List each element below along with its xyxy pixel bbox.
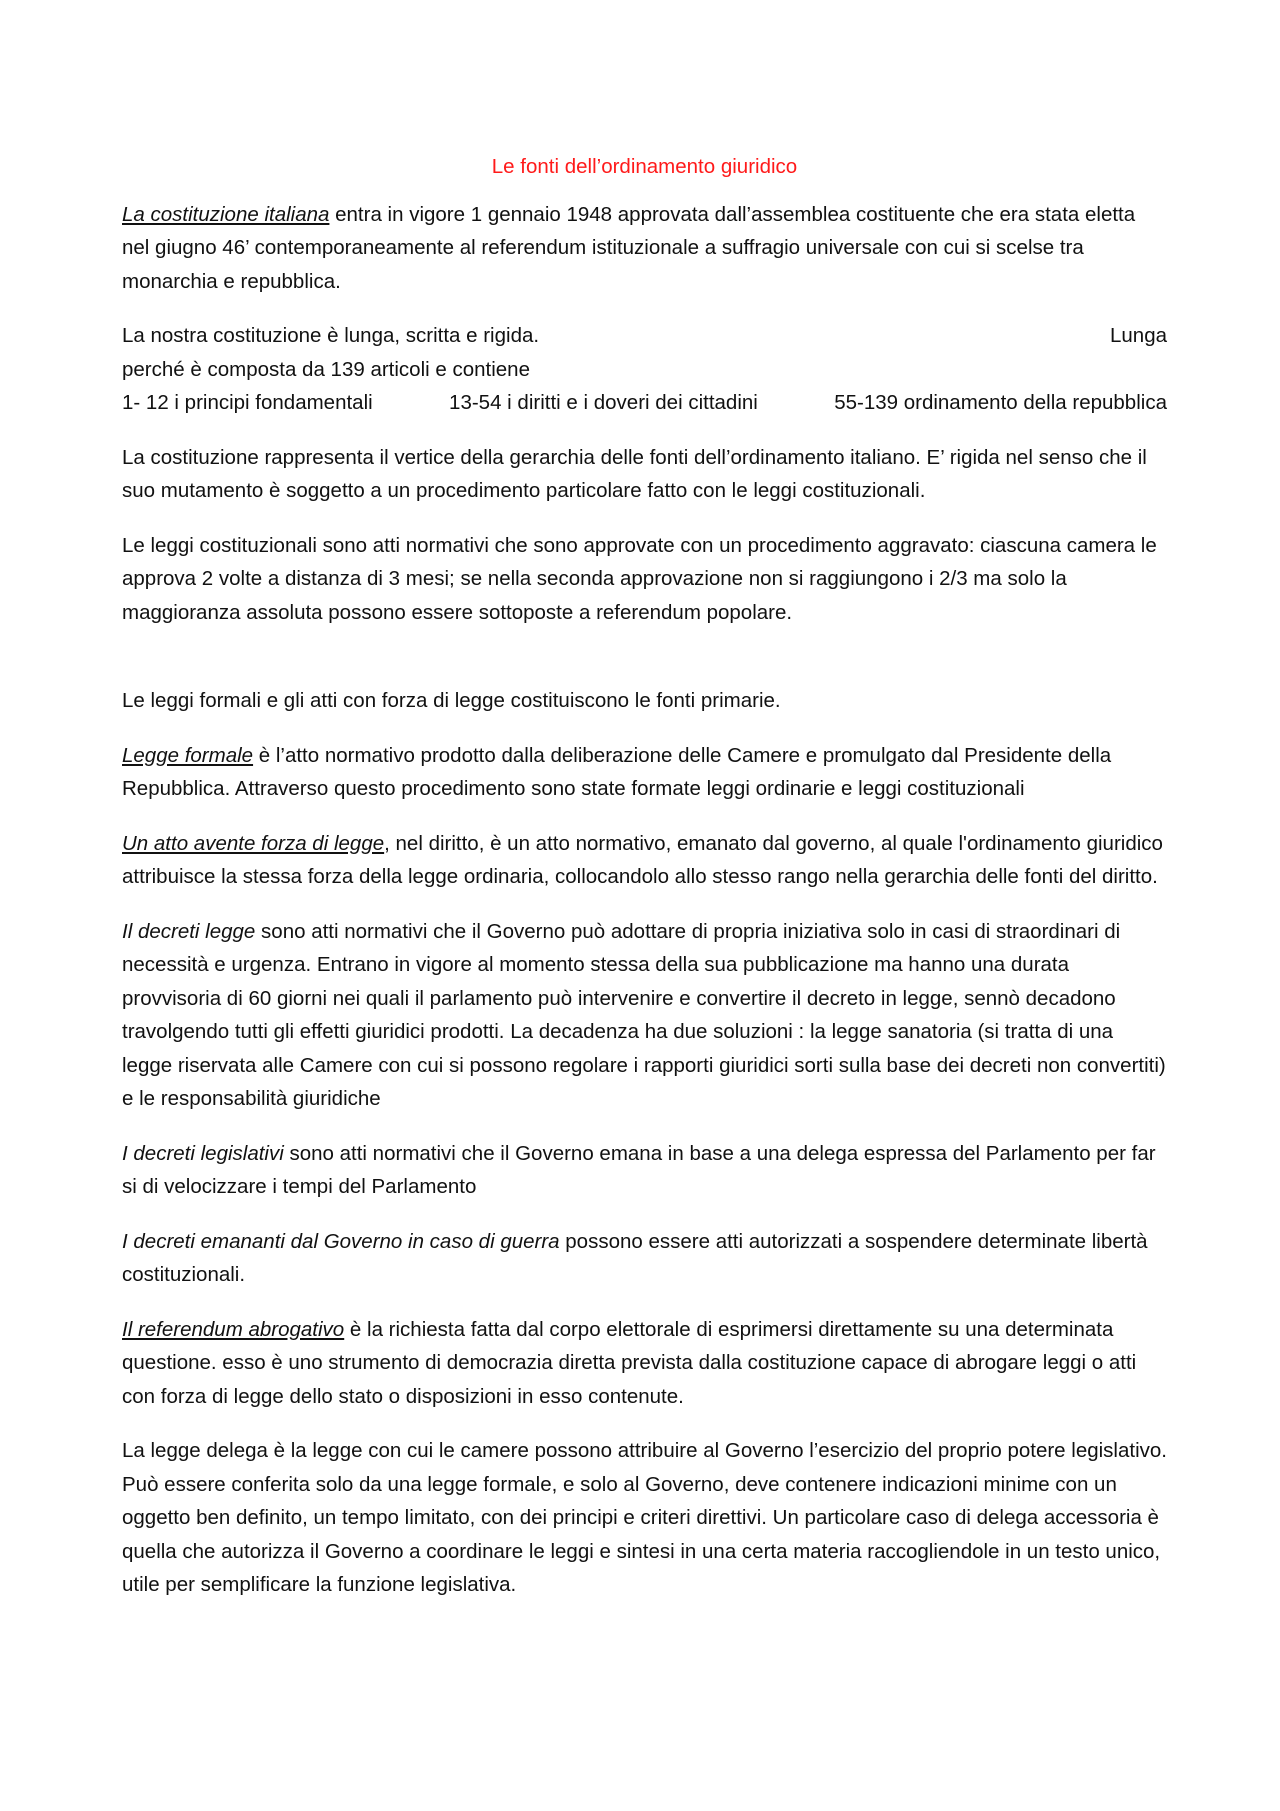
parte-diritti: 13-54 i diritti e i doveri dei cittadini [449, 391, 758, 414]
term-costituzione-italiana: La costituzione italiana [122, 202, 330, 226]
paragraph-legge-delega: La legge delega è la legge con cui le camere possono attribuire al Governo l’esercizio del proprio potere legislativo. Può essere conferita solo da una legge formale, e solo al Governo, deve contenere indicazioni minime con un oggetto ben definito, un tempo limitato, con dei principi e criteri direttivi. Un particolare caso di delega accessoria è quella che autorizza il Governo a coordinare le leggi e sintesi in una certa materia raccogliendole in un testo unico, utile per semplificare la funzione legislativa. [122, 1439, 1167, 1596]
paragraph-text: , nel diritto, è un atto normativo, emanato dal governo, al quale l'ordinamento giuridico attribuisce la stessa forza della legge ordinaria, collocandolo allo stesso rango nella gerarchia delle fonti del diritto. [122, 831, 1163, 888]
articoli-line: perché è composta da 139 articoli e contiene [122, 357, 530, 381]
term-referendum-abrogativo: Il referendum abrogativo [122, 1317, 345, 1341]
parte-principi: 1- 12 i principi fondamentali [122, 391, 373, 414]
parti-costituzione [122, 386, 1167, 420]
paragraph-decreti-guerra [122, 1225, 1167, 1292]
paragraph-legge-formale [122, 739, 1167, 806]
term-atto-avente-forza: Un atto avente forza di legge [122, 831, 385, 855]
caratteristiche-line [122, 319, 1167, 353]
paragraph-text: sono atti normativi che il Governo emana in base a una delega espressa del Parlamento per far si di velocizzare i tempi del Parlamento [122, 1141, 1156, 1198]
paragraph-text: possono essere atti autorizzati a sospendere determinate libertà costituzionali. [122, 1229, 1148, 1286]
caratteristiche-lunga: Lunga [1109, 324, 1167, 347]
paragraph-atto-forza-legge [122, 827, 1167, 894]
paragraph-text: è la richiesta fatta dal corpo elettorale di esprimersi direttamente su una determinata questione. esso è uno strumento di democrazia diretta prevista dalla costituzione capace di abrogare leggi o atti con forza di legge dello stato o disposizioni in esso contenute. [122, 1317, 1137, 1408]
paragraph-referendum [122, 1313, 1167, 1414]
document-body [122, 150, 1167, 1623]
paragraph-decreti-legislativi [122, 1137, 1167, 1204]
document-title: Le fonti dell’ordinamento giuridico [491, 155, 798, 178]
paragraph-decreti-legge [122, 915, 1167, 1116]
paragraph-fonti-primarie: Le leggi formali e gli atti con forza di legge costituiscono le fonti primarie. [122, 689, 781, 712]
paragraph-text: sono atti normativi che il Governo può adottare di propria iniziativa solo in casi di straordinari di necessità e urgenza. Entrano in vigore al momento stessa della sua pubblicazione ma hanno una durata provvisoria di 60 giorni nei quali il parlamento può intervenire e convertire il decreto in legge, sennò decadono travolgendo tutti gli effetti giuridici prodotti. La decadenza ha due soluzioni : la legge sanatoria (si tratta di una legge riservata alle Camere con cui si possono regolare i rapporti giuridici sorti sulla base dei decreti non convertiti) e le responsabilità giuridiche [122, 919, 1166, 1110]
paragraph-text: entra in vigore 1 gennaio 1948 approvata dall’assemblea costituente che era stata eletta nel giugno 46’ contemporaneamente al referendum istituzionale a suffragio universale con cui si scelse tra monarchia e repubblica. [122, 202, 1136, 293]
spacer [122, 650, 1167, 684]
term-decreti-guerra: I decreti emananti dal Governo in caso di guerra [122, 1229, 560, 1253]
paragraph-caratteristiche [122, 319, 1167, 420]
paragraph-vertice: La costituzione rappresenta il vertice della gerarchia delle fonti dell’ordinamento italiano. E’ rigida nel senso che il suo mutamento è soggetto a un procedimento particolare fatto con le leggi costituzionali. [122, 445, 1147, 502]
term-decreti-legislativi: I decreti legislativi [122, 1141, 284, 1165]
paragraph-leggi-costituzionali: Le leggi costituzionali sono atti normativi che sono approvate con un procedimento aggravato: ciascuna camera le approva 2 volte a distanza di 3 mesi; se nella seconda approvazione non si raggiungono i 2/3 ma solo la maggioranza assoluta possono essere sottoposte a referendum popolare. [122, 533, 1157, 624]
term-legge-formale: Legge formale [122, 743, 254, 767]
caratteristiche-text: La nostra costituzione è lunga, scritta e rigida. [122, 324, 540, 347]
paragraph-text: è l’atto normativo prodotto dalla deliberazione delle Camere e promulgato dal Presidente della Repubblica. Attraverso questo procedimento sono state formate leggi ordinarie e leggi costituzionali [122, 743, 1112, 800]
parte-ordinamento: 55-139 ordinamento della repubblica [834, 391, 1167, 414]
paragraph-costituzione [122, 198, 1167, 299]
term-decreti-legge: Il decreti legge [122, 919, 256, 943]
